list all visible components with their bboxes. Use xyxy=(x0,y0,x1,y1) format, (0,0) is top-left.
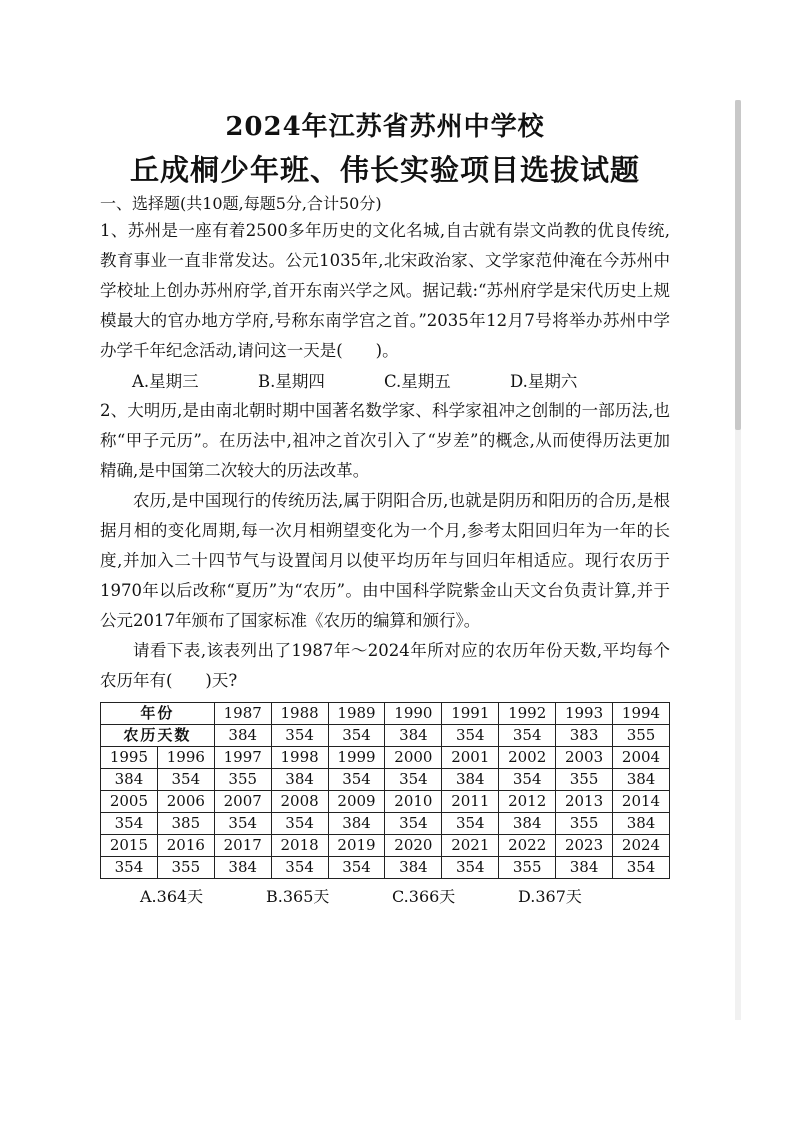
table-cell: 2016 xyxy=(157,835,214,857)
table-cell: 1989 xyxy=(328,703,385,725)
table-cell: 354 xyxy=(385,769,442,791)
question-1-options xyxy=(132,368,670,396)
table-cell: 354 xyxy=(613,857,670,879)
table-cell: 2013 xyxy=(556,791,613,813)
table-cell: 2019 xyxy=(328,835,385,857)
q2-option-c: C.366天 xyxy=(392,887,456,906)
table-cell: 2007 xyxy=(214,791,271,813)
table-cell: 2021 xyxy=(442,835,499,857)
table-cell: 354 xyxy=(271,813,328,835)
table-cell: 355 xyxy=(556,813,613,835)
table-cell: 2008 xyxy=(271,791,328,813)
table-cell: 355 xyxy=(613,725,670,747)
table-cell: 384 xyxy=(499,813,556,835)
table-cell: 354 xyxy=(499,769,556,791)
table-row xyxy=(101,835,670,857)
table-cell: 354 xyxy=(328,857,385,879)
table-cell: 354 xyxy=(385,813,442,835)
table-cell: 2015 xyxy=(101,835,158,857)
table-cell: 354 xyxy=(157,769,214,791)
table-cell: 1994 xyxy=(613,703,670,725)
header-days-cell: 农历天数 xyxy=(101,725,215,747)
table-row xyxy=(101,813,670,835)
table-cell: 354 xyxy=(101,857,158,879)
scrollbar-track[interactable] xyxy=(735,100,741,1020)
table-cell: 384 xyxy=(214,725,271,747)
table-cell: 1988 xyxy=(271,703,328,725)
table-cell: 2023 xyxy=(556,835,613,857)
table-cell: 384 xyxy=(385,725,442,747)
table-cell: 384 xyxy=(271,769,328,791)
table-cell: 1999 xyxy=(328,747,385,769)
table-cell: 354 xyxy=(442,813,499,835)
section-header: 一、选择题(共10题,每题5分,合计50分) xyxy=(100,194,382,213)
table-cell: 384 xyxy=(556,857,613,879)
table-cell: 383 xyxy=(556,725,613,747)
table-cell: 1990 xyxy=(385,703,442,725)
lunar-year-table xyxy=(100,702,670,879)
table-cell: 355 xyxy=(499,857,556,879)
table-cell: 384 xyxy=(613,769,670,791)
table-cell: 354 xyxy=(442,857,499,879)
table-cell: 385 xyxy=(157,813,214,835)
table-cell: 354 xyxy=(214,813,271,835)
table-cell: 2005 xyxy=(101,791,158,813)
q2-option-b: B.365天 xyxy=(266,887,330,906)
table-cell: 354 xyxy=(101,813,158,835)
table-cell: 384 xyxy=(328,813,385,835)
document-page xyxy=(100,110,670,911)
header-year-cell: 年份 xyxy=(101,703,215,725)
table-cell: 2022 xyxy=(499,835,556,857)
question-1-text: 1、苏州是一座有着2500多年历史的文化名城,自古就有崇文尚教的优良传统,教育事业一直非常发达。公元1035年,北宋政治家、文学家范仲淹在今苏州中学校址上创办苏州府学,首开东南兴学之风。据记载:“苏州府学是宋代历史上规模最大的官办地方学府,号称东南学宫之首。”2035年12月7号将举办苏州中学办学千年纪念活动,请问这一天是( )。 xyxy=(100,221,670,360)
question-2-para-1: 2、大明历,是由南北朝时期中国著名数学家、科学家祖冲之创制的一部历法,也称“甲子元历”。在历法中,祖冲之首次引入了“岁差”的概念,从而使得历法更加精确,是中国第二次较大的历法改革。 xyxy=(100,401,670,480)
table-cell: 355 xyxy=(214,769,271,791)
table-cell: 354 xyxy=(271,857,328,879)
table-row xyxy=(101,725,670,747)
table-cell: 384 xyxy=(101,769,158,791)
table-cell: 384 xyxy=(442,769,499,791)
table-cell: 2014 xyxy=(613,791,670,813)
table-cell: 2001 xyxy=(442,747,499,769)
table-row xyxy=(101,791,670,813)
q1-option-c: C.星期五 xyxy=(384,372,451,391)
question-2-para-2: 农历,是中国现行的传统历法,属于阴阳合历,也就是阴历和阳历的合历,是根据月相的变化周期,每一次月相朔望变化为一个月,参考太阳回归年为一年的长度,并加入二十四节气与设置闰月以使平均历年与回归年相适应。现行农历于1970年以后改称“夏历”为“农历”。由中国科学院紫金山天文台负责计算,并于公元2017年颁布了国家标准《农历的编算和颁行》。 xyxy=(100,491,670,630)
table-cell: 2009 xyxy=(328,791,385,813)
table-cell: 2018 xyxy=(271,835,328,857)
table-cell: 354 xyxy=(442,725,499,747)
table-cell: 1996 xyxy=(157,747,214,769)
table-row xyxy=(101,857,670,879)
table-cell: 1993 xyxy=(556,703,613,725)
table-cell: 2017 xyxy=(214,835,271,857)
table-cell: 355 xyxy=(556,769,613,791)
table-cell: 2000 xyxy=(385,747,442,769)
table-row xyxy=(101,769,670,791)
table-cell: 354 xyxy=(328,725,385,747)
table-cell: 1995 xyxy=(101,747,158,769)
q1-option-d: D.星期六 xyxy=(510,372,578,391)
table-cell: 1997 xyxy=(214,747,271,769)
table-cell: 1992 xyxy=(499,703,556,725)
q1-option-a: A.星期三 xyxy=(132,372,199,391)
table-cell: 1987 xyxy=(214,703,271,725)
table-row xyxy=(101,747,670,769)
table-cell: 1991 xyxy=(442,703,499,725)
scrollbar-thumb[interactable] xyxy=(735,100,741,430)
table-cell: 1998 xyxy=(271,747,328,769)
table-cell: 354 xyxy=(499,725,556,747)
q2-option-a: A.364天 xyxy=(140,887,204,906)
table-cell: 384 xyxy=(385,857,442,879)
table-cell: 384 xyxy=(613,813,670,835)
table-cell: 384 xyxy=(214,857,271,879)
table-cell: 2011 xyxy=(442,791,499,813)
q2-option-d: D.367天 xyxy=(518,887,582,906)
table-cell: 354 xyxy=(328,769,385,791)
q1-option-b: B.星期四 xyxy=(258,372,325,391)
table-cell: 2006 xyxy=(157,791,214,813)
table-cell: 2003 xyxy=(556,747,613,769)
table-cell: 355 xyxy=(157,857,214,879)
title-line-1: 2024年江苏省苏州中学校 xyxy=(225,112,545,142)
table-cell: 2004 xyxy=(613,747,670,769)
table-cell: 2024 xyxy=(613,835,670,857)
table-row xyxy=(101,703,670,725)
table-cell: 2012 xyxy=(499,791,556,813)
question-2-options xyxy=(140,883,670,911)
question-2-para-3: 请看下表,该表列出了1987年～2024年所对应的农历年份天数,平均每个农历年有( )天? xyxy=(100,641,670,690)
table-cell: 354 xyxy=(271,725,328,747)
table-cell: 2020 xyxy=(385,835,442,857)
table-cell: 2010 xyxy=(385,791,442,813)
title-line-2: 丘成桐少年班、伟长实验项目选拔试题 xyxy=(129,153,640,187)
table-cell: 2002 xyxy=(499,747,556,769)
